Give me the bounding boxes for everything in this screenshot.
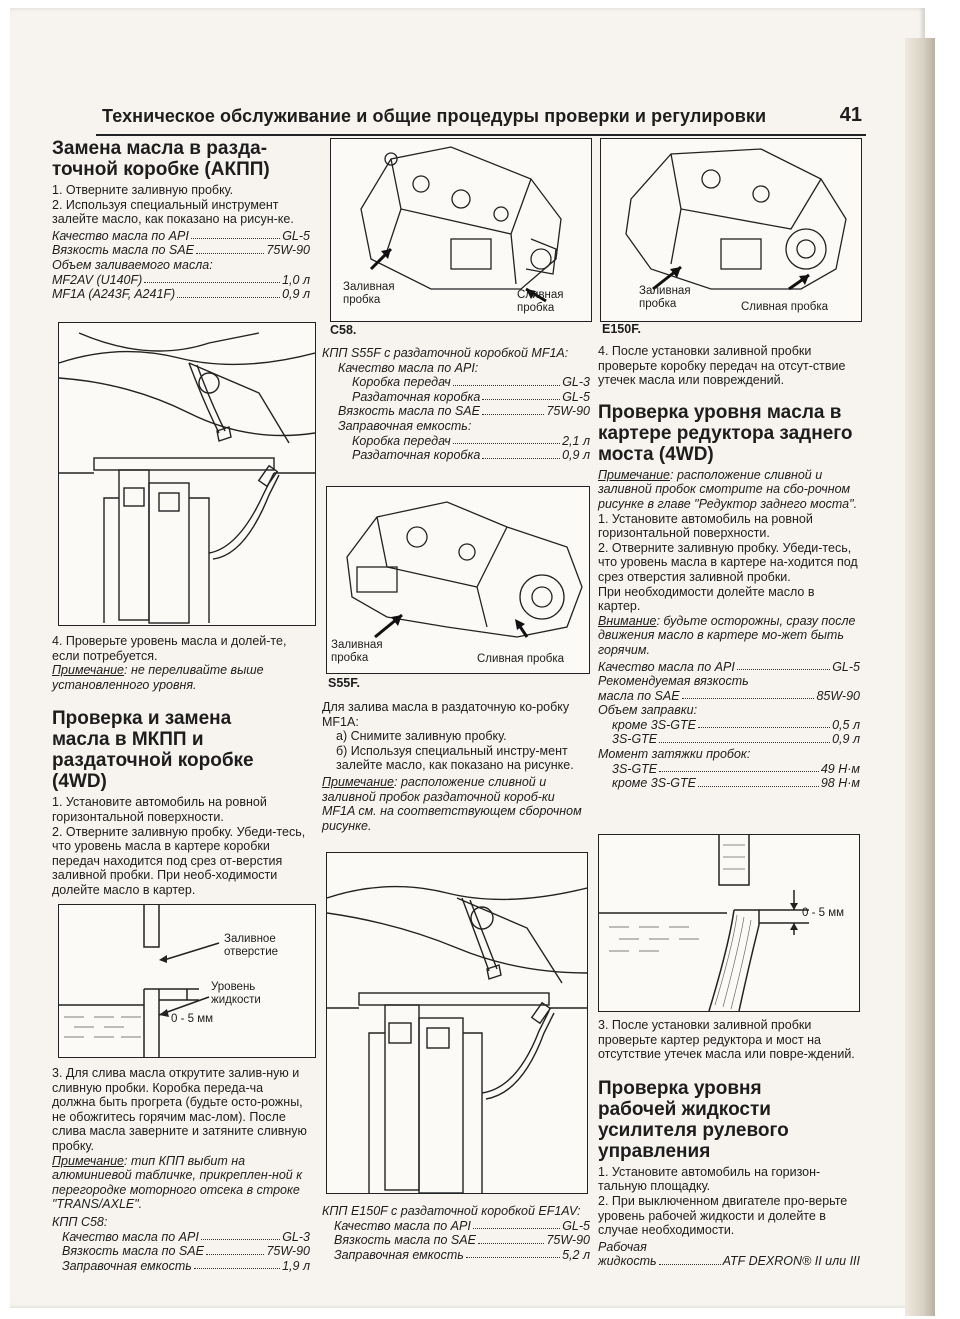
book-spine <box>905 38 935 1316</box>
column-2-bottom <box>322 1204 590 1262</box>
step-text: 1. Отверните заливную пробку. <box>52 183 234 197</box>
spec-heading: Качество масла по API: <box>338 360 479 375</box>
step-text: 1. Установите автомобиль на ровной горизонтальной поверхности. 2. Отверните заливную пробку. Убеди-тесь, что уровень масла в картере на-ходится под срез отверстия заливной пробки. При необходимости долейте масло в картер. <box>598 511 858 614</box>
label-drain-plug: Сливная пробка <box>517 289 564 314</box>
label-0-5mm: 0 - 5 мм <box>802 907 845 919</box>
figure-label-e150f: E150F. <box>602 322 641 336</box>
step-text: 4. Проверьте уровень масла и долей-те, если потребуется. <box>52 634 287 663</box>
spec-row: Вязкость масла по SAE 75W-90 <box>62 1244 310 1259</box>
spec-row: Коробка передач GL-3 <box>352 375 590 390</box>
step-text: 3. После установки заливной пробки проверьте картер редуктора и мост на отсутствие утечек масла или повре-ждений. <box>598 1018 855 1062</box>
spec-row: Коробка передач 2,1 л <box>352 433 590 448</box>
step-text: 3. Для слива масла открутите залив-ную и сливную пробки. Коробка переда-ча должна быть прогрета (будьте осто-рожны, не обожгитесь горячим мас-лом). После слива масла заверните и затяните сливную пробку. <box>52 1066 307 1153</box>
spec-row: жидкость ATF DEXRON® II или III <box>598 1254 860 1269</box>
spec-row: MF2AV (U140F) 1,0 л <box>52 272 310 287</box>
spec-row: Качество масла по API GL-5 <box>598 659 860 674</box>
spec-heading: Заправочная емкость: <box>338 418 472 433</box>
spec-row: Раздаточная коробка 0,9 л <box>352 448 590 463</box>
paragraph-text: Для залива масла в раздаточную ко-робку MF1A: <box>322 700 570 729</box>
step-text: 2. Используя специальный инструмент залейте масло, как показано на рисун-ке. <box>52 197 294 227</box>
fill-tool-illustration <box>59 323 315 625</box>
header-title: Техническое обслуживание и общие процедуры проверки и регулировки <box>102 106 767 126</box>
figure-oil-level-fill-hole <box>58 904 316 1058</box>
spec-row: кроме 3S-GTE 98 Н·м <box>612 776 860 791</box>
page-header <box>96 104 866 136</box>
figure-rear-axle-level <box>598 834 860 1012</box>
figure-e150f-gearbox <box>600 138 862 322</box>
figure-mf1a-fill <box>326 852 588 1194</box>
section-title-rear-axle: Проверка уровня масла в картере редуктора заднего моста (4WD) <box>598 401 853 465</box>
section-title-power-steering: Проверка уровня рабочей жидкости усилителя рулевого управления <box>598 1077 789 1162</box>
section-title-transfer-case-at: Замена масла в разда- точной коробке (АКПП) <box>52 138 270 180</box>
spec-row: 3S-GTE 0,9 л <box>612 732 860 747</box>
spec-row: 3S-GTE 49 Н·м <box>612 761 860 776</box>
note-text: Примечание: не переливайте выше установленного уровня. <box>52 663 264 692</box>
spec-row: Заправочная емкость 5,2 л <box>334 1247 590 1262</box>
step-text: а) Снимите заливную пробку. <box>336 729 507 744</box>
label-fill-plug: Заливная пробка <box>331 639 383 664</box>
column-3 <box>598 344 860 791</box>
figure-label-c58: C58. <box>330 323 357 337</box>
section-title-manual-gearbox: Проверка и замена масла в МКПП и раздаточной коробке (4WD) <box>52 708 254 793</box>
note-text: Примечание: расположение сливной и заливной пробок раздаточной короб-ки MF1A см. на соответствующем сборочном рисунке. <box>322 774 582 833</box>
note-text: Примечание: тип КПП выбит на алюминиевой табличке, прикреплен-ной к перегородке моторного отсека в строке "TRANS/AXLE". <box>52 1153 303 1212</box>
spec-heading: Рабочая <box>598 1239 647 1254</box>
warning-text: Внимание: будьте осторожны, сразу после движения масло в картере мо-жет быть горячим. <box>598 613 856 657</box>
label-drain-plug: Сливная пробка <box>477 653 565 665</box>
label-fill-hole: Заливное отверстие <box>224 933 279 958</box>
spec-heading: Рекомендуемая вязкость <box>598 674 749 689</box>
note-text: Примечание: расположение сливной и заливной пробок смотрите на сбо-рочном рисунке в главе "Редуктор заднего моста". <box>598 467 858 511</box>
step-text: 1. Установите автомобиль на горизон-тальную площадку. 2. При выключенном двигателе про-верьте уровень рабочей жидкости и долейте в случае необходимости. <box>598 1164 848 1238</box>
label-fill-plug: Заливная пробка <box>639 285 691 310</box>
column-1-lower <box>52 634 310 898</box>
column-1 <box>52 138 310 302</box>
label-0-5mm: 0 - 5 мм <box>171 1013 214 1025</box>
spec-heading: КПП C58: <box>52 1214 108 1229</box>
spec-heading: Момент затяжки пробок: <box>598 747 751 762</box>
spec-heading: Объем заправки: <box>598 703 698 718</box>
figure-s55f-gearbox <box>326 486 590 674</box>
spec-row: Вязкость масла по SAE 75W-90 <box>334 1233 590 1248</box>
spec-row: Вязкость масла по SAE 75W-90 <box>338 404 590 419</box>
spec-row: Вязкость масла по SAE 75W-90 <box>52 243 310 258</box>
label-liquid-level: Уровень жидкости <box>211 981 261 1006</box>
column-2 <box>322 346 590 463</box>
gearbox-spec-title: КПП E150F с раздаточной коробкой EF1AV: <box>322 1204 581 1218</box>
spec-row: Качество масла по API GL-3 <box>62 1229 310 1244</box>
spec-row: Заправочная емкость 1,9 л <box>62 1258 310 1273</box>
figure-label-s55f: S55F. <box>328 676 360 690</box>
gearbox-spec-title: КПП S55F с раздаточной коробкой MF1A: <box>322 346 569 360</box>
spec-heading: Объем заливаемого масла: <box>52 257 213 272</box>
figure-c58-gearbox <box>330 138 592 322</box>
spec-row: Качество масла по API GL-5 <box>52 228 310 243</box>
figure-transfer-fill-tool <box>58 322 316 626</box>
step-text: 1. Установите автомобиль на ровной горизонтальной поверхности. 2. Отверните заливную пробку. Убеди-тесь, что уровень масла в картере коробки передач находится под срез от-верстия заливной пробки. При необ-ходимости долейте масло в картер. <box>52 795 306 897</box>
step-text: 4. После установки заливной пробки проверьте коробку передач на отсут-ствие утечек масла или повреждений. <box>598 344 846 388</box>
column-1-bottom <box>52 1066 310 1273</box>
page-number: 41 <box>839 104 862 126</box>
label-drain-plug: Сливная пробка <box>741 301 829 313</box>
spec-row: кроме 3S-GTE 0,5 л <box>612 717 860 732</box>
spec-row: Раздаточная коробка GL-5 <box>352 389 590 404</box>
step-text: б) Используя специальный инстру-мент залейте масло, как показано на рисунке. <box>336 743 574 773</box>
column-2-middle <box>322 700 590 833</box>
spec-row: масла по SAE 85W-90 <box>598 688 860 703</box>
column-3-bottom <box>598 1018 860 1269</box>
spec-row: MF1A (A243F, A241F) 0,9 л <box>52 287 310 302</box>
spec-row: Качество масла по API GL-5 <box>334 1218 590 1233</box>
label-fill-plug: Заливная пробка <box>343 281 395 306</box>
